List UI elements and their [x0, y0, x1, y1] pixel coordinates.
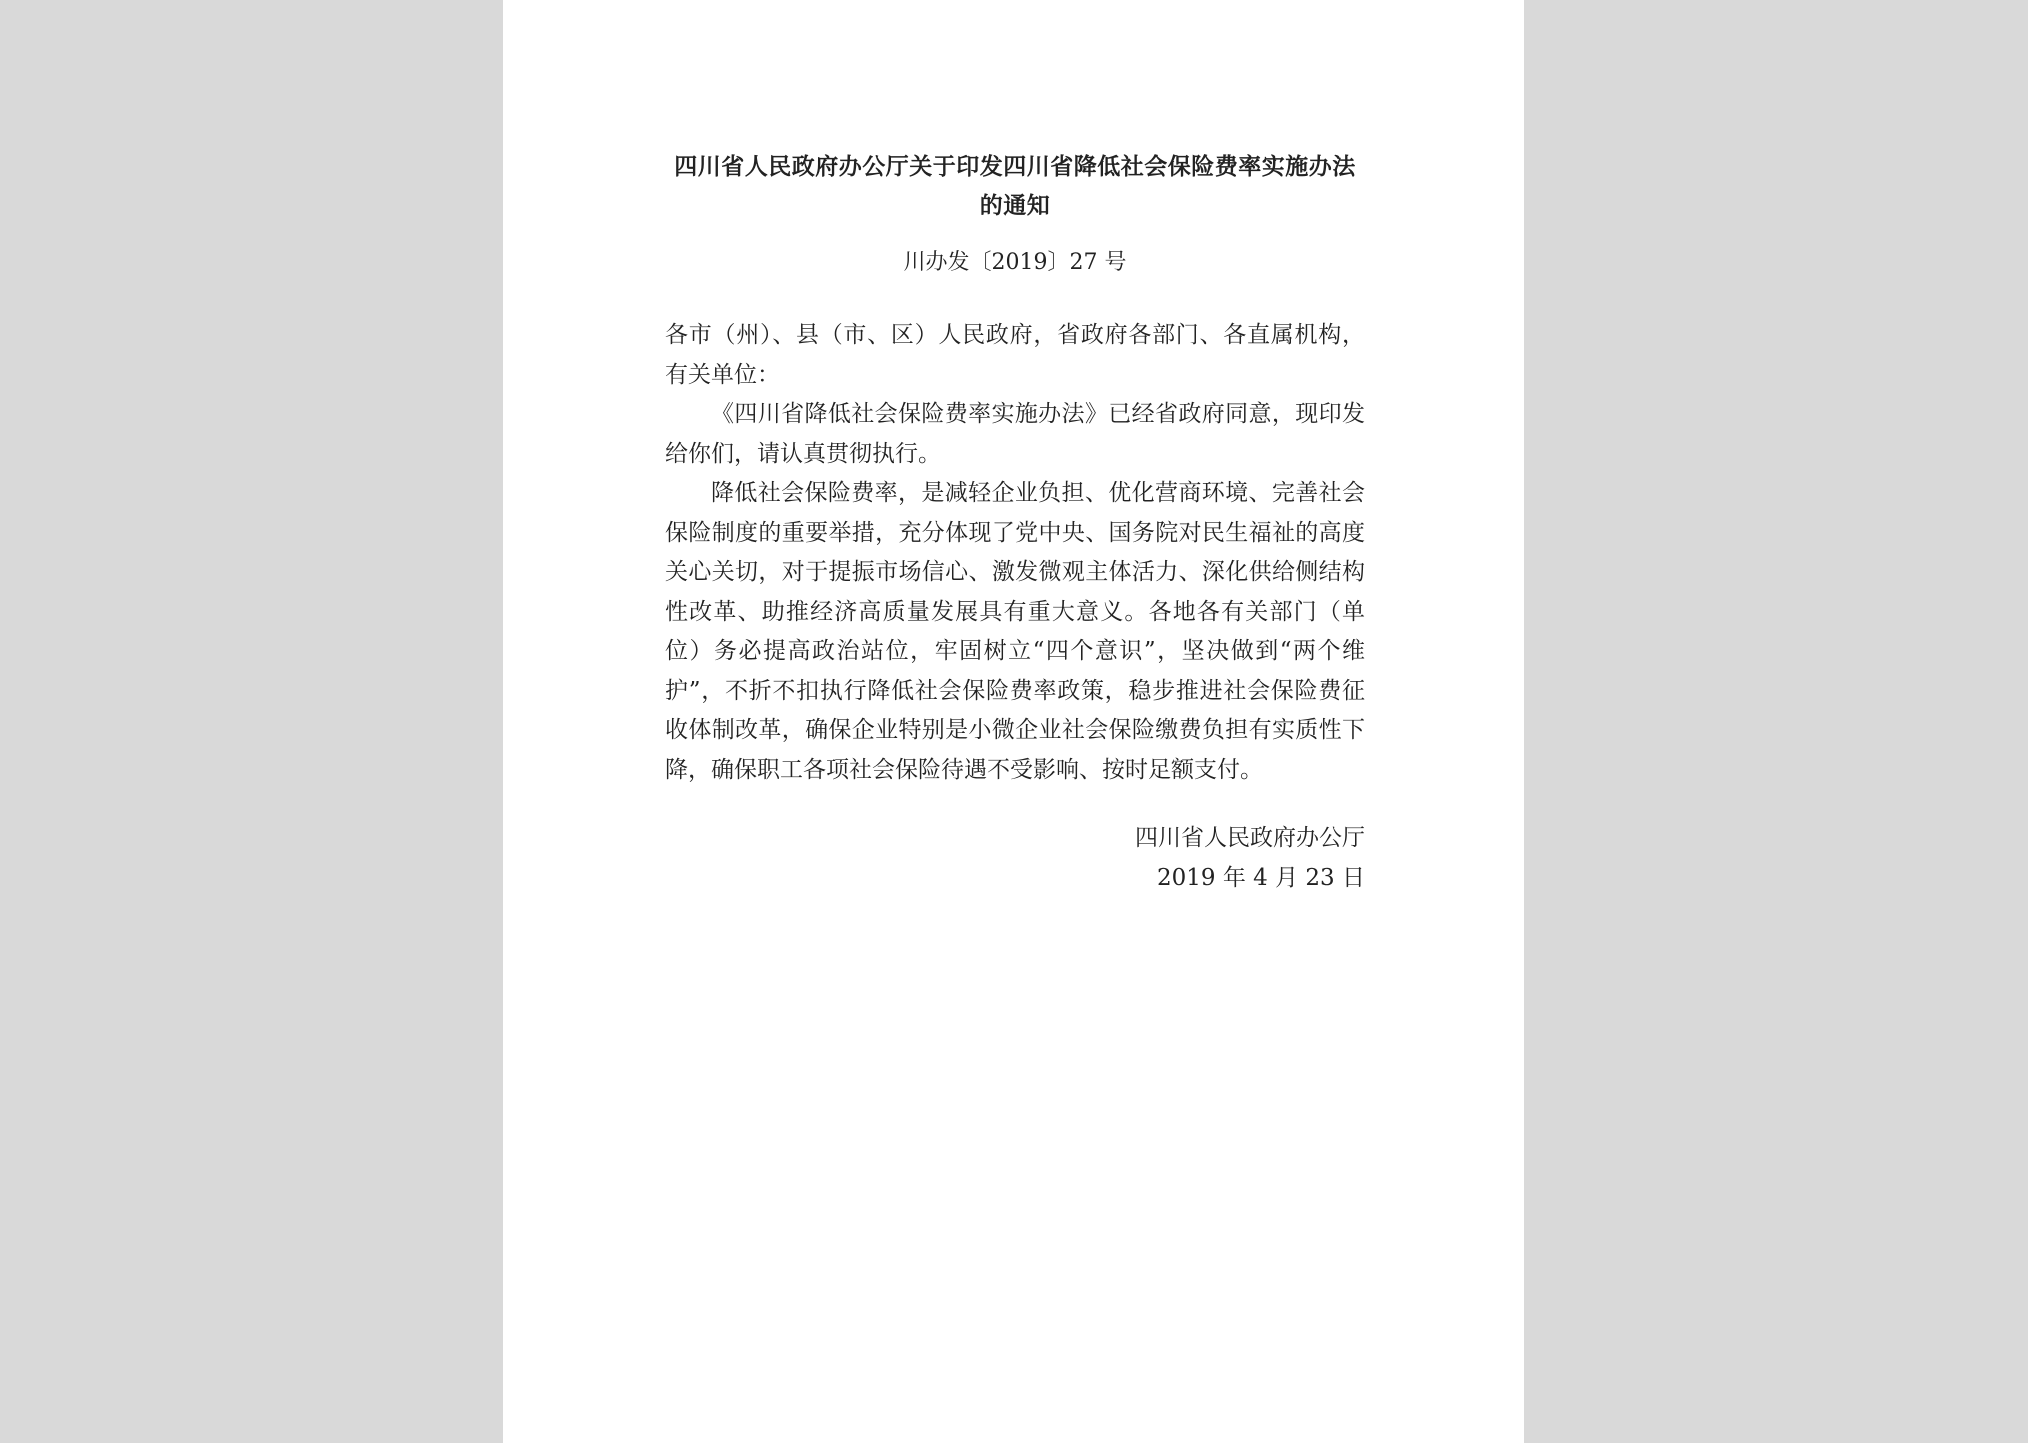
- paragraph-2: 降低社会保险费率，是减轻企业负担、优化营商环境、完善社会保险制度的重要举措，充分体现了党中央、国务院对民生福祉的高度关心关切，对于提振市场信心、激发微观主体活力、深化供给侧结构性改革、助推经济高质量发展具有重大意义。各地各有关部门（单位）务必提高政治站位，牢固树立“四个意识”，坚决做到“两个维护”，不折不扣执行降低社会保险费率政策，稳步推进社会保险费征收体制改革，确保企业特别是小微企业社会保险缴费负担有实质性下降，确保职工各项社会保险待遇不受影响、按时足额支付。: [665, 480, 1365, 783]
- paragraph-1: 《四川省降低社会保险费率实施办法》已经省政府同意，现印发给你们，请认真贯彻执行。: [665, 401, 1365, 467]
- document-title: [665, 148, 1365, 226]
- document-body: [665, 316, 1365, 790]
- title-line-2: 的通知: [979, 193, 1051, 219]
- issuer-name: 四川省人民政府办公厅: [1135, 825, 1365, 851]
- signature-block: [665, 818, 1365, 898]
- title-line-1: 四川省人民政府办公厅关于印发四川省降低社会保险费率实施办法: [674, 154, 1356, 180]
- document-page: [503, 0, 1524, 1443]
- issue-date: 2019 年 4 月 23 日: [1157, 865, 1365, 891]
- salutation: 各市（州）、县（市、区）人民政府，省政府各部门、各直属机构，有关单位：: [665, 322, 1365, 388]
- document-number: 川办发〔2019〕27 号: [903, 250, 1127, 275]
- document-content: [665, 148, 1365, 898]
